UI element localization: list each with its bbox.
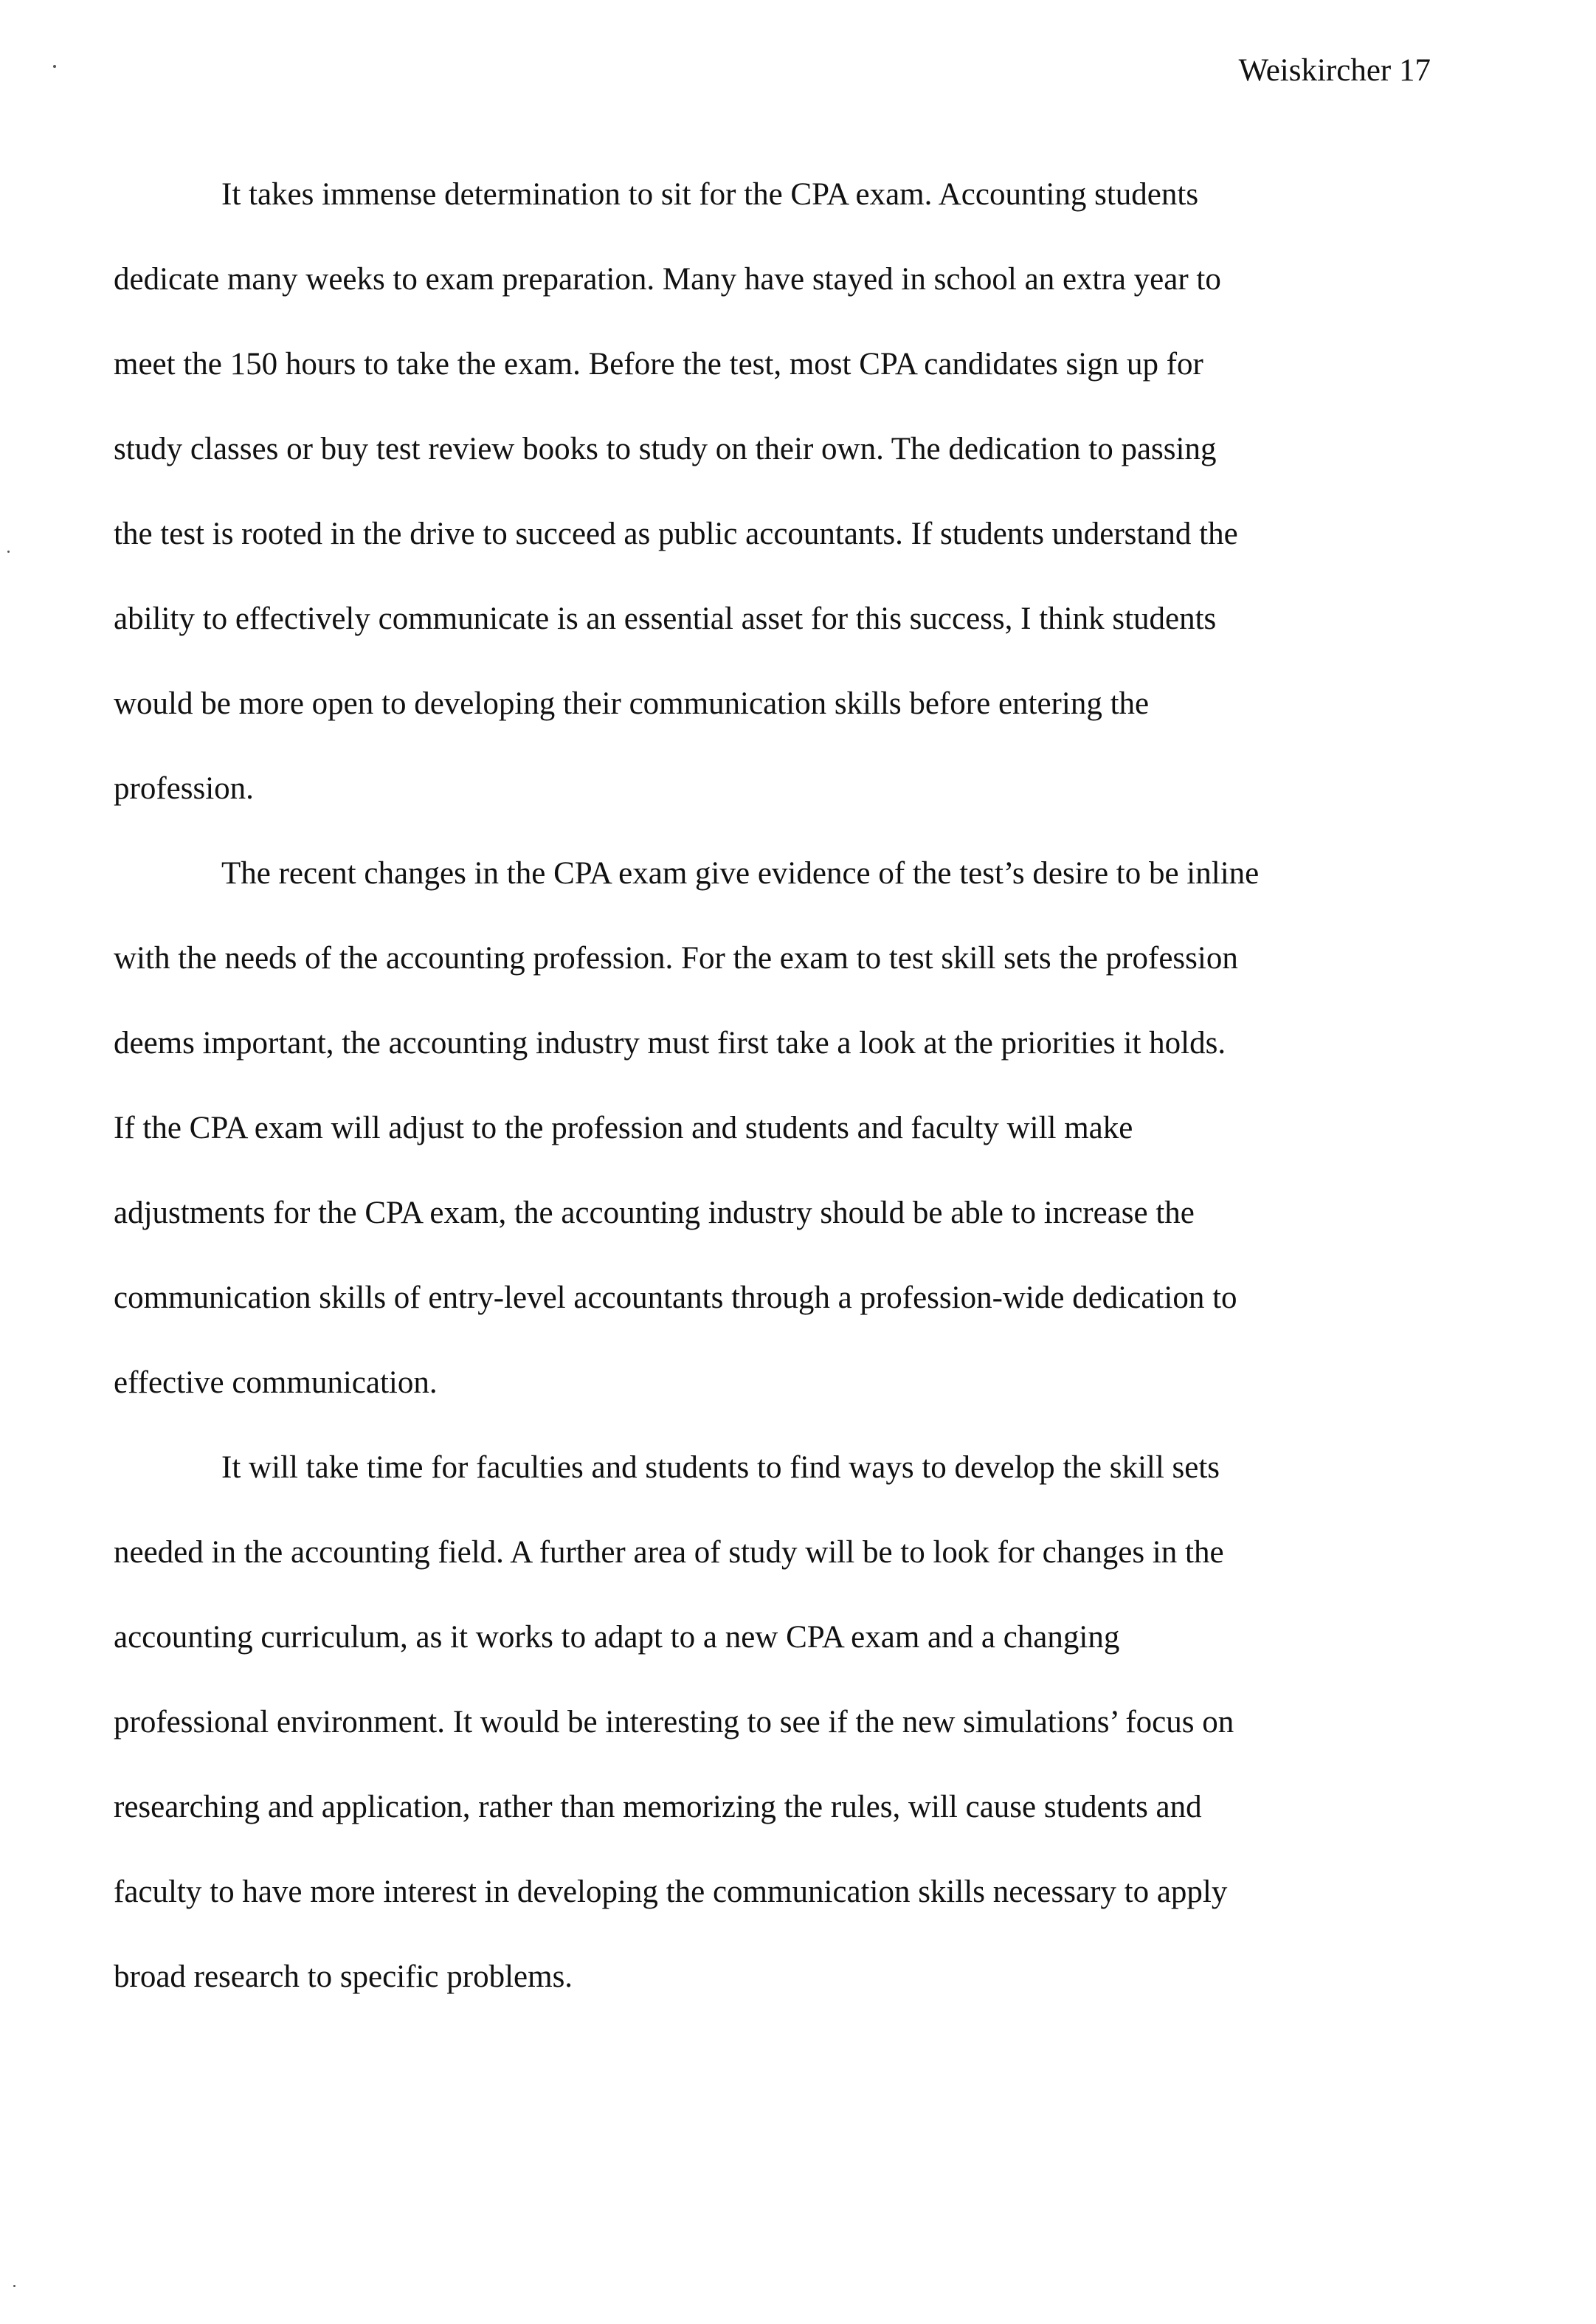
text-line: The recent changes in the CPA exam give evidence of the test’s desire to be inline	[221, 856, 1260, 891]
text-line: deems important, the accounting industry must first take a look at the priorities it holds.	[114, 1026, 1226, 1061]
text-line: adjustments for the CPA exam, the accounting industry should be able to increase the	[114, 1196, 1195, 1230]
text-line: meet the 150 hours to take the exam. Before the test, most CPA candidates sign up for	[114, 347, 1203, 382]
text-line: profession.	[114, 771, 254, 806]
scan-speck	[53, 65, 56, 68]
text-line: communication skills of entry-level accountants through a profession-wide dedication to	[114, 1280, 1237, 1315]
paragraph	[114, 152, 1442, 831]
text-line: the test is rooted in the drive to succeed as public accountants. If students understand the	[114, 517, 1238, 551]
text-line: would be more open to developing their communication skills before entering the	[114, 686, 1150, 721]
text-line: faculty to have more interest in developing the communication skills necessary to apply	[114, 1875, 1228, 1909]
text-line: broad research to specific problems.	[114, 1959, 573, 1994]
body-text	[114, 152, 1442, 2019]
text-line: study classes or buy test review books to study on their own. The dedication to passing	[114, 432, 1217, 466]
paragraph	[114, 831, 1442, 1425]
scan-speck	[13, 2285, 15, 2287]
text-line: ability to effectively communicate is an essential asset for this success, I think students	[114, 601, 1217, 636]
text-line: effective communication.	[114, 1365, 438, 1400]
text-line: professional environment. It would be interesting to see if the new simulations’ focus on	[114, 1705, 1234, 1739]
scan-speck	[7, 551, 10, 553]
text-line: If the CPA exam will adjust to the profession and students and faculty will make	[114, 1111, 1133, 1145]
running-head: Weiskircher 17	[1238, 53, 1431, 88]
text-line: accounting curriculum, as it works to adapt to a new CPA exam and a changing	[114, 1620, 1120, 1655]
text-line: researching and application, rather than memorizing the rules, will cause students and	[114, 1790, 1202, 1824]
text-line: It will take time for faculties and students to find ways to develop the skill sets	[221, 1450, 1220, 1485]
text-line: It takes immense determination to sit for the CPA exam. Accounting students	[221, 177, 1199, 212]
text-line: needed in the accounting field. A further area of study will be to look for changes in the	[114, 1535, 1224, 1570]
text-line: dedicate many weeks to exam preparation. Many have stayed in school an extra year to	[114, 262, 1221, 297]
paragraph	[114, 1425, 1442, 2019]
text-line: with the needs of the accounting profession. For the exam to test skill sets the profession	[114, 941, 1238, 976]
